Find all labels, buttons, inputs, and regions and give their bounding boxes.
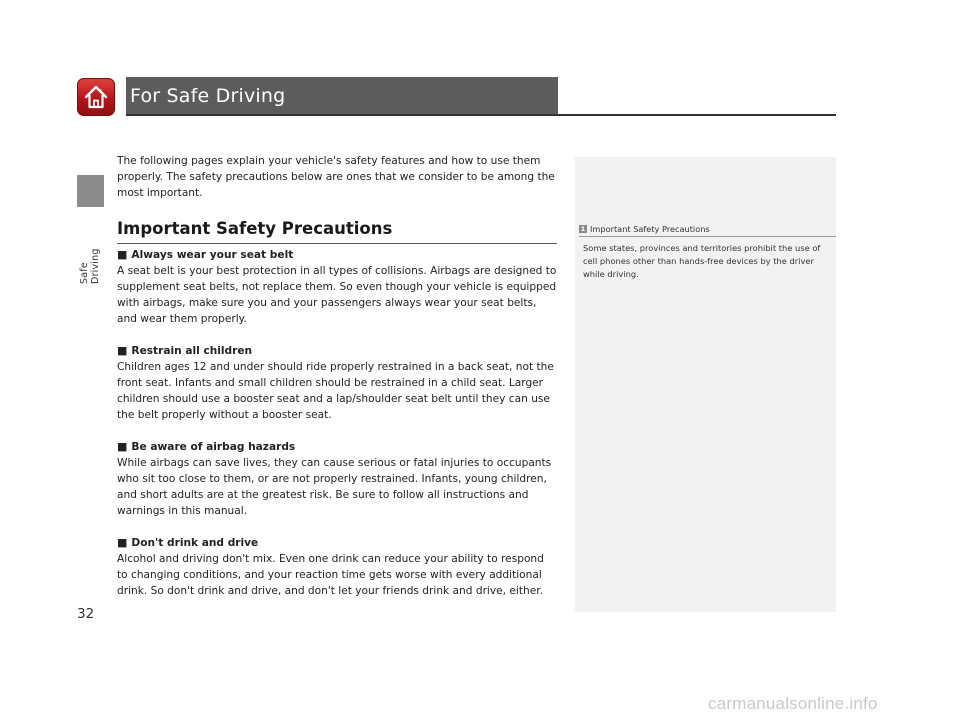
home-button[interactable] xyxy=(77,78,115,116)
bullet-square-icon: ■ xyxy=(117,248,128,261)
bullet-square-icon: ■ xyxy=(117,536,128,549)
precaution-body: While airbags can save lives, they can cause serious or fatal injuries to occupants who sit too close to them, or are not properly restrained. Infants, young children, and short adults are at the greatest risk. Be sure to follow all instructions and warnings in this manual. xyxy=(117,457,552,517)
page-title: For Safe Driving xyxy=(130,84,286,107)
bullet-square-icon: ■ xyxy=(117,440,128,453)
section-tab[interactable] xyxy=(77,175,104,207)
precaution-title: ■ Restrain all children xyxy=(117,344,253,357)
precaution-body: Children ages 12 and under should ride properly restrained in a back seat, not the front seat. Infants and small children should be restrained in a child seat. Larger children should use a booster seat and a lap/shoulder seat belt until they can use the belt properly without a booster seat. xyxy=(117,361,554,421)
sidebar-note-body: Some states, provinces and territories prohibit the use of cell phones other than hands-free devices by the driver while driving. xyxy=(583,243,821,279)
precaution-body: Alcohol and driving don't mix. Even one drink can reduce your ability to respond to changing conditions, and your reaction time gets worse with every additional drink. So don't drink and drive, and don't let your friends drink and drive, either. xyxy=(117,553,544,597)
home-icon xyxy=(82,83,110,111)
precautions-list xyxy=(117,247,557,615)
bullet-square-icon: ■ xyxy=(117,344,128,357)
title-divider xyxy=(126,114,836,116)
precaution-item xyxy=(117,439,557,519)
precaution-title: ■ Be aware of airbag hazards xyxy=(117,440,296,453)
watermark: carmanualsonline.info xyxy=(708,694,878,713)
precaution-item xyxy=(117,535,557,599)
sidebar-note-heading xyxy=(579,224,829,234)
section-heading: Important Safety Precautions xyxy=(117,219,393,238)
page-title-bar xyxy=(126,77,558,114)
precaution-item xyxy=(117,247,557,327)
section-tab-label: Safe Driving xyxy=(79,248,101,284)
precaution-title: ■ Don't drink and drive xyxy=(117,536,259,549)
precaution-title: ■ Always wear your seat belt xyxy=(117,248,294,261)
section-divider xyxy=(117,243,557,244)
sidebar-note-title: Important Safety Precautions xyxy=(590,224,710,234)
page-number: 32 xyxy=(77,606,95,622)
precaution-item xyxy=(117,343,557,423)
note-marker-icon: 1 xyxy=(580,225,586,233)
sidebar-note-divider xyxy=(579,236,836,237)
precaution-body: A seat belt is your best protection in all types of collisions. Airbags are designed to supplement seat belts, not replace them. So even though your vehicle is equipped with airbags, make sure you and your passengers always wear your seat belts, and wear them properly. xyxy=(117,265,557,325)
intro-paragraph: The following pages explain your vehicle's safety features and how to use them properly. The safety precautions below are ones that we consider to be among the most important. xyxy=(117,155,555,199)
